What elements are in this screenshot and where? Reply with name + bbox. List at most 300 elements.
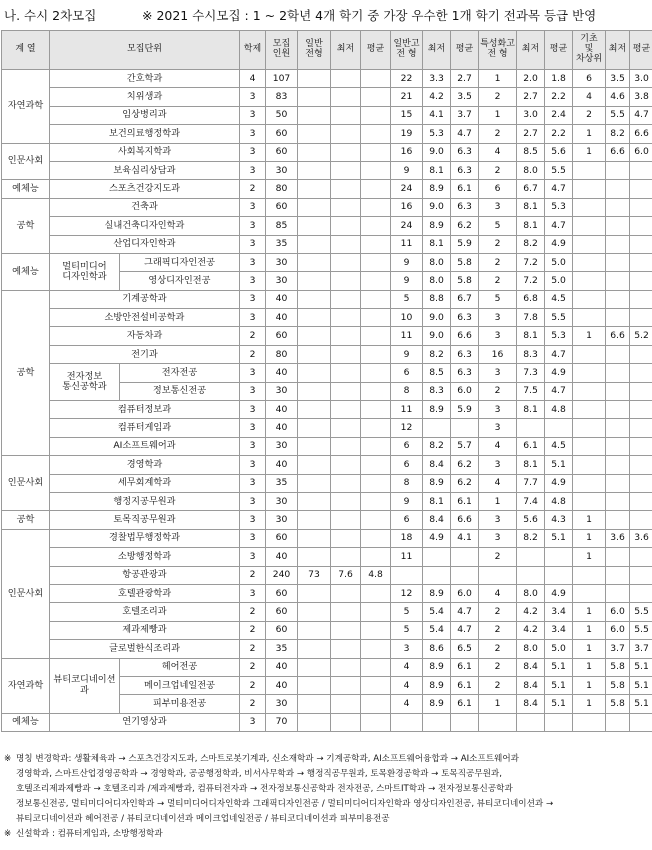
value-cell: 4.7 <box>545 180 573 198</box>
value-cell: 7.8 <box>517 309 545 327</box>
value-cell: 6.0 <box>451 584 479 602</box>
unit-cell: AI소프트웨어과 <box>50 437 240 455</box>
value-cell <box>573 419 606 437</box>
unit-cell: 세무회계학과 <box>50 474 240 492</box>
category-cell: 인문사회 <box>2 143 50 180</box>
value-cell: 3 <box>240 161 266 179</box>
value-cell <box>630 456 652 474</box>
value-cell: 3 <box>240 456 266 474</box>
value-cell <box>606 584 630 602</box>
value-cell <box>331 272 361 290</box>
value-cell: 8.1 <box>423 492 451 510</box>
column-header: 평균 <box>361 31 391 70</box>
value-cell <box>331 235 361 253</box>
value-cell: 9.0 <box>423 198 451 216</box>
value-cell: 3.3 <box>423 70 451 88</box>
value-cell <box>606 309 630 327</box>
column-header: 평균 <box>451 31 479 70</box>
page-header <box>4 4 648 26</box>
table-row <box>2 161 652 179</box>
value-cell: 2 <box>479 235 517 253</box>
value-cell <box>630 309 652 327</box>
value-cell <box>451 548 479 566</box>
table-row <box>2 474 652 492</box>
value-cell <box>298 621 331 639</box>
value-cell: 3 <box>479 401 517 419</box>
value-cell: 4.8 <box>545 492 573 510</box>
value-cell: 6.6 <box>606 143 630 161</box>
value-cell: 5.5 <box>630 603 652 621</box>
value-cell <box>298 272 331 290</box>
value-cell: 4 <box>391 658 423 676</box>
value-cell: 80 <box>266 180 298 198</box>
value-cell: 4.7 <box>451 621 479 639</box>
unit-cell: 호텔조리과 <box>50 603 240 621</box>
value-cell <box>331 603 361 621</box>
value-cell <box>331 658 361 676</box>
value-cell <box>361 658 391 676</box>
value-cell: 5.1 <box>545 529 573 547</box>
value-cell: 4.7 <box>451 125 479 143</box>
value-cell: 5.1 <box>545 658 573 676</box>
value-cell: 5.1 <box>630 658 652 676</box>
value-cell: 2 <box>573 106 606 124</box>
table-row <box>2 492 652 510</box>
value-cell: 5.0 <box>545 272 573 290</box>
unit-cell: 전기과 <box>50 345 240 363</box>
value-cell: 5.3 <box>545 327 573 345</box>
value-cell <box>630 180 652 198</box>
value-cell: 3 <box>240 217 266 235</box>
value-cell <box>630 492 652 510</box>
value-cell: 60 <box>266 327 298 345</box>
value-cell: 60 <box>266 198 298 216</box>
value-cell: 3.5 <box>451 88 479 106</box>
value-cell <box>573 713 606 731</box>
table-row <box>2 364 652 382</box>
value-cell: 3 <box>240 309 266 327</box>
value-cell: 6.7 <box>451 290 479 308</box>
value-cell: 24 <box>391 180 423 198</box>
value-cell: 6.6 <box>451 327 479 345</box>
value-cell: 40 <box>266 456 298 474</box>
unit-cell: 컴퓨터게임과 <box>50 419 240 437</box>
value-cell <box>331 456 361 474</box>
value-cell <box>517 566 545 584</box>
value-cell <box>630 437 652 455</box>
unit-cell: 글로벌한식조리과 <box>50 640 240 658</box>
value-cell <box>391 566 423 584</box>
table-row <box>2 327 652 345</box>
value-cell: 1 <box>573 143 606 161</box>
value-cell <box>573 437 606 455</box>
value-cell <box>573 456 606 474</box>
value-cell <box>298 235 331 253</box>
value-cell: 1 <box>573 658 606 676</box>
value-cell: 5.8 <box>606 658 630 676</box>
table-row <box>2 290 652 308</box>
value-cell: 2.7 <box>517 125 545 143</box>
value-cell: 8.2 <box>606 125 630 143</box>
unit-cell: 연기영상과 <box>50 713 240 731</box>
value-cell: 2 <box>240 621 266 639</box>
value-cell <box>361 106 391 124</box>
unit-cell: 제과제빵과 <box>50 621 240 639</box>
value-cell <box>606 180 630 198</box>
value-cell: 2.4 <box>545 106 573 124</box>
value-cell <box>361 621 391 639</box>
table-row <box>2 180 652 198</box>
value-cell <box>331 401 361 419</box>
value-cell: 5.0 <box>545 640 573 658</box>
column-header: 최저 <box>517 31 545 70</box>
unit-cell: 간호학과 <box>50 70 240 88</box>
value-cell: 2 <box>479 272 517 290</box>
value-cell: 3 <box>240 290 266 308</box>
value-cell: 6.3 <box>451 198 479 216</box>
value-cell: 6.0 <box>606 621 630 639</box>
value-cell: 3.7 <box>606 640 630 658</box>
value-cell <box>573 235 606 253</box>
value-cell: 18 <box>391 529 423 547</box>
table-row <box>2 106 652 124</box>
value-cell <box>361 272 391 290</box>
value-cell: 3 <box>240 88 266 106</box>
value-cell: 8.3 <box>517 345 545 363</box>
value-cell <box>630 419 652 437</box>
value-cell: 9.0 <box>423 143 451 161</box>
value-cell: 8 <box>391 474 423 492</box>
value-cell: 5 <box>479 217 517 235</box>
value-cell: 3 <box>479 529 517 547</box>
value-cell: 3 <box>240 474 266 492</box>
value-cell <box>361 88 391 106</box>
value-cell: 35 <box>266 640 298 658</box>
value-cell <box>606 401 630 419</box>
note-text: 신설학과 : 컴퓨터게임과, 소방행정학과 <box>16 829 163 839</box>
value-cell <box>573 364 606 382</box>
value-cell <box>606 272 630 290</box>
value-cell: 6.7 <box>517 180 545 198</box>
value-cell <box>331 253 361 271</box>
major-cell: 메이크업네일전공 <box>120 676 240 694</box>
value-cell <box>331 198 361 216</box>
value-cell: 4.9 <box>545 474 573 492</box>
value-cell: 19 <box>391 125 423 143</box>
value-cell <box>451 713 479 731</box>
value-cell <box>606 566 630 584</box>
category-cell: 예체능 <box>2 253 50 290</box>
value-cell: 8.0 <box>423 253 451 271</box>
value-cell <box>361 695 391 713</box>
value-cell <box>361 603 391 621</box>
value-cell <box>331 309 361 327</box>
value-cell <box>298 70 331 88</box>
value-cell <box>361 511 391 529</box>
value-cell: 6.0 <box>451 382 479 400</box>
value-cell <box>361 161 391 179</box>
unit-cell: 치위생과 <box>50 88 240 106</box>
value-cell <box>361 327 391 345</box>
value-cell <box>331 474 361 492</box>
table-row <box>2 125 652 143</box>
table-row <box>2 235 652 253</box>
value-cell: 4.7 <box>630 106 652 124</box>
value-cell <box>298 88 331 106</box>
value-cell <box>606 217 630 235</box>
value-cell <box>298 695 331 713</box>
value-cell <box>361 253 391 271</box>
value-cell: 60 <box>266 621 298 639</box>
value-cell: 8.8 <box>423 290 451 308</box>
value-cell: 2 <box>240 180 266 198</box>
value-cell: 3.4 <box>545 621 573 639</box>
value-cell: 3 <box>240 198 266 216</box>
table-row <box>2 253 652 271</box>
value-cell <box>298 474 331 492</box>
value-cell: 9.0 <box>423 327 451 345</box>
value-cell <box>573 180 606 198</box>
value-cell: 1 <box>573 327 606 345</box>
value-cell: 30 <box>266 437 298 455</box>
value-cell: 3 <box>240 548 266 566</box>
value-cell: 9 <box>391 253 423 271</box>
value-cell: 30 <box>266 272 298 290</box>
value-cell: 5.5 <box>630 621 652 639</box>
value-cell: 4 <box>391 676 423 694</box>
category-cell: 인문사회 <box>2 456 50 511</box>
table-row <box>2 437 652 455</box>
value-cell <box>298 401 331 419</box>
value-cell: 11 <box>391 401 423 419</box>
value-cell: 30 <box>266 161 298 179</box>
value-cell <box>606 198 630 216</box>
value-cell <box>331 437 361 455</box>
value-cell <box>573 492 606 510</box>
value-cell: 35 <box>266 235 298 253</box>
value-cell <box>298 713 331 731</box>
value-cell: 8.0 <box>517 640 545 658</box>
value-cell <box>630 548 652 566</box>
value-cell: 3 <box>240 364 266 382</box>
note-line <box>4 827 648 842</box>
value-cell: 6.6 <box>606 327 630 345</box>
value-cell: 24 <box>391 217 423 235</box>
value-cell: 6.3 <box>451 345 479 363</box>
value-cell: 35 <box>266 474 298 492</box>
value-cell: 2 <box>240 658 266 676</box>
value-cell <box>606 253 630 271</box>
value-cell <box>298 143 331 161</box>
value-cell <box>606 235 630 253</box>
value-cell: 6.3 <box>451 364 479 382</box>
value-cell: 2 <box>240 640 266 658</box>
value-cell <box>606 437 630 455</box>
value-cell <box>331 327 361 345</box>
unit-cell: 자동차과 <box>50 327 240 345</box>
value-cell <box>298 309 331 327</box>
value-cell: 8.9 <box>423 584 451 602</box>
value-cell: 3 <box>240 713 266 731</box>
value-cell <box>361 548 391 566</box>
value-cell <box>606 492 630 510</box>
value-cell: 5.3 <box>545 198 573 216</box>
value-cell: 9 <box>391 161 423 179</box>
value-cell: 12 <box>391 419 423 437</box>
value-cell <box>630 161 652 179</box>
value-cell: 2.2 <box>545 88 573 106</box>
value-cell: 1.8 <box>545 70 573 88</box>
value-cell: 4.5 <box>545 290 573 308</box>
value-cell <box>298 125 331 143</box>
table-row <box>2 143 652 161</box>
value-cell: 6.6 <box>451 511 479 529</box>
note-line <box>4 767 648 782</box>
value-cell: 1 <box>479 492 517 510</box>
note-text: 정보통신전공, 멀티미디어디자인학과 → 멀티미디어디자인학과 그래픽디자인전공 / 멀티미디어디자인학과 영상디자인전공, 뷰티코디네이션과 → <box>16 799 554 809</box>
value-cell: 8.9 <box>423 676 451 694</box>
value-cell: 1 <box>573 529 606 547</box>
value-cell <box>361 143 391 161</box>
value-cell <box>630 474 652 492</box>
category-cell: 공학 <box>2 198 50 253</box>
value-cell <box>331 180 361 198</box>
value-cell: 5.1 <box>630 676 652 694</box>
value-cell <box>630 401 652 419</box>
value-cell <box>630 511 652 529</box>
unit-cell: 실내건축디자인학과 <box>50 217 240 235</box>
value-cell <box>606 713 630 731</box>
value-cell: 8.2 <box>517 529 545 547</box>
value-cell <box>573 345 606 363</box>
value-cell: 3.0 <box>630 70 652 88</box>
value-cell: 1 <box>573 640 606 658</box>
value-cell <box>361 713 391 731</box>
value-cell <box>361 437 391 455</box>
value-cell: 30 <box>266 382 298 400</box>
value-cell <box>630 253 652 271</box>
table-row <box>2 309 652 327</box>
table-row <box>2 584 652 602</box>
value-cell: 8.0 <box>423 272 451 290</box>
value-cell: 2 <box>479 548 517 566</box>
note-text: 호텔조리제과제빵과 → 호텔조리과 /제과제빵과, 컴퓨터전자과 → 전자정보통신공학과 전자전공, 스마트IT학과 → 전자정보통신공학과 <box>16 784 513 794</box>
value-cell: 3.5 <box>606 70 630 88</box>
unit-cell: 소방행정학과 <box>50 548 240 566</box>
value-cell: 8.6 <box>423 640 451 658</box>
value-cell <box>573 272 606 290</box>
note-line <box>4 797 648 812</box>
unit-cell: 임상병리과 <box>50 106 240 124</box>
value-cell: 1 <box>479 695 517 713</box>
value-cell <box>423 548 451 566</box>
value-cell <box>361 180 391 198</box>
value-cell <box>479 713 517 731</box>
group-cell: 멀티미디어 디자인학과 <box>50 253 120 290</box>
value-cell <box>630 235 652 253</box>
value-cell <box>361 235 391 253</box>
value-cell: 8.1 <box>517 198 545 216</box>
value-cell: 4 <box>391 695 423 713</box>
value-cell: 3 <box>391 640 423 658</box>
value-cell <box>573 161 606 179</box>
value-cell: 15 <box>391 106 423 124</box>
value-cell <box>361 345 391 363</box>
value-cell: 2 <box>240 327 266 345</box>
value-cell <box>331 511 361 529</box>
value-cell: 7.7 <box>517 474 545 492</box>
value-cell: 8.5 <box>423 364 451 382</box>
value-cell <box>331 161 361 179</box>
value-cell: 70 <box>266 713 298 731</box>
value-cell <box>479 566 517 584</box>
value-cell: 40 <box>266 401 298 419</box>
value-cell: 80 <box>266 345 298 363</box>
category-cell: 공학 <box>2 290 50 456</box>
unit-cell: 산업디자인학과 <box>50 235 240 253</box>
value-cell: 4.2 <box>517 603 545 621</box>
note-text: 뷰티코디네이션과 헤어전공 / 뷰티코디네이션과 메이크업네일전공 / 뷰티코디네이션과 피부미용전공 <box>16 814 390 824</box>
value-cell: 8.1 <box>423 235 451 253</box>
value-cell: 3.6 <box>606 529 630 547</box>
value-cell <box>331 419 361 437</box>
value-cell: 2 <box>240 566 266 584</box>
value-cell <box>573 584 606 602</box>
value-cell: 5.1 <box>630 695 652 713</box>
value-cell <box>361 70 391 88</box>
value-cell <box>298 180 331 198</box>
value-cell <box>331 125 361 143</box>
value-cell: 3 <box>240 437 266 455</box>
value-cell: 30 <box>266 511 298 529</box>
value-cell: 6 <box>391 437 423 455</box>
value-cell: 40 <box>266 548 298 566</box>
value-cell: 6.0 <box>606 603 630 621</box>
value-cell: 5.0 <box>545 253 573 271</box>
value-cell: 8.9 <box>423 474 451 492</box>
value-cell: 2 <box>479 676 517 694</box>
note-text: 명칭 변경학과: 생활체육과 → 스포츠건강지도과, 스마트로봇기계과, 신소재학과 → 기계공학과, AI소프트웨어융합과 → AI소프트웨어과 <box>16 754 519 764</box>
value-cell: 4.9 <box>423 529 451 547</box>
table-row <box>2 456 652 474</box>
value-cell: 4.2 <box>423 88 451 106</box>
value-cell: 3.7 <box>630 640 652 658</box>
unit-cell: 컴퓨터정보과 <box>50 401 240 419</box>
value-cell: 8.4 <box>517 676 545 694</box>
value-cell: 6.1 <box>451 658 479 676</box>
value-cell <box>573 217 606 235</box>
value-cell: 3 <box>240 511 266 529</box>
table-row <box>2 713 652 731</box>
admission-table <box>1 30 652 732</box>
value-cell <box>298 511 331 529</box>
unit-cell: 건축과 <box>50 198 240 216</box>
value-cell: 3 <box>240 584 266 602</box>
value-cell: 3 <box>240 382 266 400</box>
value-cell: 5 <box>479 290 517 308</box>
table-body <box>2 70 652 732</box>
group-cell: 뷰티코디네이션과 <box>50 658 120 713</box>
value-cell: 4.5 <box>545 437 573 455</box>
category-cell: 인문사회 <box>2 529 50 658</box>
value-cell <box>573 382 606 400</box>
value-cell: 5 <box>391 621 423 639</box>
value-cell <box>517 548 545 566</box>
value-cell: 8.9 <box>423 695 451 713</box>
value-cell <box>331 640 361 658</box>
value-cell <box>361 382 391 400</box>
value-cell <box>298 548 331 566</box>
